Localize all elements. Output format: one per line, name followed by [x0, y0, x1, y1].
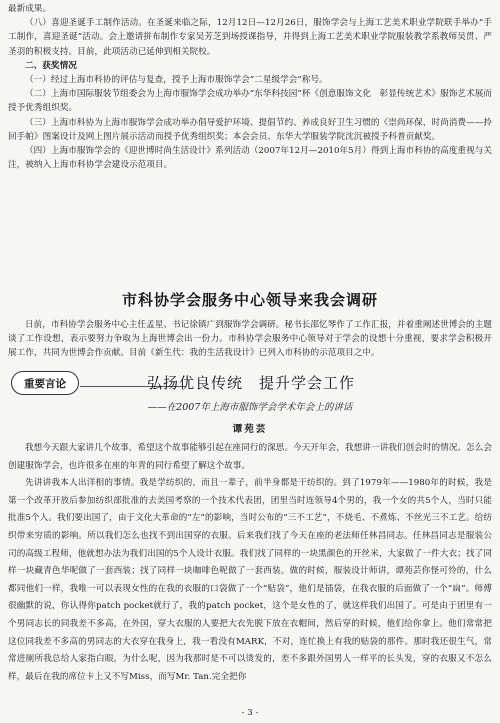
intro-fragment: 最新成果。: [8, 4, 52, 14]
top-section: [0, 2, 500, 172]
speech-paragraph-2: 先讲讲我本人出洋相的事情。我是学纺织的，而且一辈子，前半身都是干纺织的。到了1979年——1980年的时候，我是第一个改革开放后参加纺织部批准的去美国考察的一个技术代表团，团里当时连领导4个男的，我一个女的共5个人，当时只能批准5个人。我们要出国了，由于文化大革命的“左”的影响，当时公布的“三不工艺”，不烧毛、不煮炼、不丝光三不工艺。给纺织带来穷质的影响。所以我们怎么也找不到出国穿的衣服。后来我们找了今天在座的老法师任林昌同志。任林昌同志是服装公司的高级工程师，他就想办法为我们出国的5个人设计衣服。我们找了同样的一块黑颜色的开丝米，大家做了一件大衣；找了同样一块藏青色华呢做了一套西装；找了同样一块咖啡色呢做了一套西装。做的时候，服装设计师讲，谭苑芸你怪可怜的，什么都同他们一样，我唯一可以表现女性的在我的衣服的口袋做了一个“贴袋”，他们是插袋，在我衣服的后面做了一个“扁”。师傅很幽默的说，你认得你patch pocket就行了，我的patch pocket，这个是女性的了，就这样我们出国了。可是由于团里有一个男同志长的同我差不多高，在外国，穿大衣服的人要把大衣先脱下放在衣帽间，然后穿的时候，他们给你拿上。他们常常把这位同我差不多高的男同志的大衣穿在我身上，我一看没有MARK，不对，连忙换上有我的贴袋的那件。那时我还很生气，常常进厕所我总给人家指白眼，为什么呢，因为我那时是不可以烫发的，差不多跟外国男人一样平的长头发，穿的衣服又不怎么样，最后在我的席位卡上又不写Miss，而写Mr. Tan.完全把你: [8, 478, 492, 682]
page-number: - 3 -: [241, 708, 259, 718]
award-paragraph-4: （四）上海市服饰学会的《迎世博时尚生活设计》系列活动（2007年12月—2010年5月）得到上海市科协的高度重视与关注，被纳入上海市科协学会建设示范项目。: [8, 146, 492, 171]
speech-body: [0, 440, 500, 686]
award-paragraph-2: （二）上海市国际服装节组委会为上海市服饰学会成功举办“东华科技园”杯《创意服饰文化 彰显传统艺术》服饰艺术展而授予优秀组织奖。: [8, 89, 493, 114]
section-heading-awards: 二、获奖情况: [25, 60, 77, 71]
news-section: [0, 318, 500, 361]
speech-author: 谭苑芸: [232, 424, 268, 435]
news-paragraph: 日前，市科协学会服务中心主任孟星、书记徐镇广到服饰学会调研。秘书长邵忆琴作了工作汇报，并着重阐述世博会的主题谈了工作设想，表示要努力争取为上海世博会出一份力。市科协学会服务中心领导对于学会的设想十分重视，要求学会积极开展工作，共同为世博会作贡献。目前《新生代：我的生活我设计》已列入市科协的示范项目之中。: [8, 320, 492, 359]
speech-subtitle: ——在2007年上海市服饰学会学术年会上的讲话: [147, 402, 353, 413]
speech-paragraph-1: 我想今天跟大家讲几个故事，希望这个故事能够引起在座同行的深思。今天开年会，我想讲一讲我们创会时的情况。怎么会创建服饰学会，也许很多在座的年青的同行希望了解这个故事。: [8, 443, 492, 471]
award-paragraph-1: （一）经过上海市科协的评估与复查，授予上海市服饰学会“二星级学会”称号。: [25, 75, 328, 86]
item-8-paragraph: （八）喜迎圣诞手工制作活动。在圣诞来临之际，12月12日—12月26日，服饰学会与上海工艺美术职业学院联手举办“手工制作，喜迎圣诞”活动。会上邀请拼布制作专家吴芳芝到场授课指导，并得到上海工艺美术职业学院服装教学系教师吴贯、严圣羽的积极支持。目前，此项活动已延伸到相关院校。: [8, 18, 492, 57]
speech-title: 弘扬优良传统 提升学会工作: [147, 374, 356, 392]
section-badge: 重要言论: [11, 371, 79, 395]
news-headline: 市科协学会服务中心领导来我会调研: [121, 291, 378, 309]
award-paragraph-3: （三）上海市科协为上海市服饰学会成功举办倡导爱护环境、提倡节约、养成良好卫生习惯的《崇尚环保，时尚消费——拎回手帕》图案设计及网上图片展示活动而授予优秀组织奖；本会会员、东华大学服装学院沈沉被授予科普贡献奖。: [8, 117, 492, 142]
